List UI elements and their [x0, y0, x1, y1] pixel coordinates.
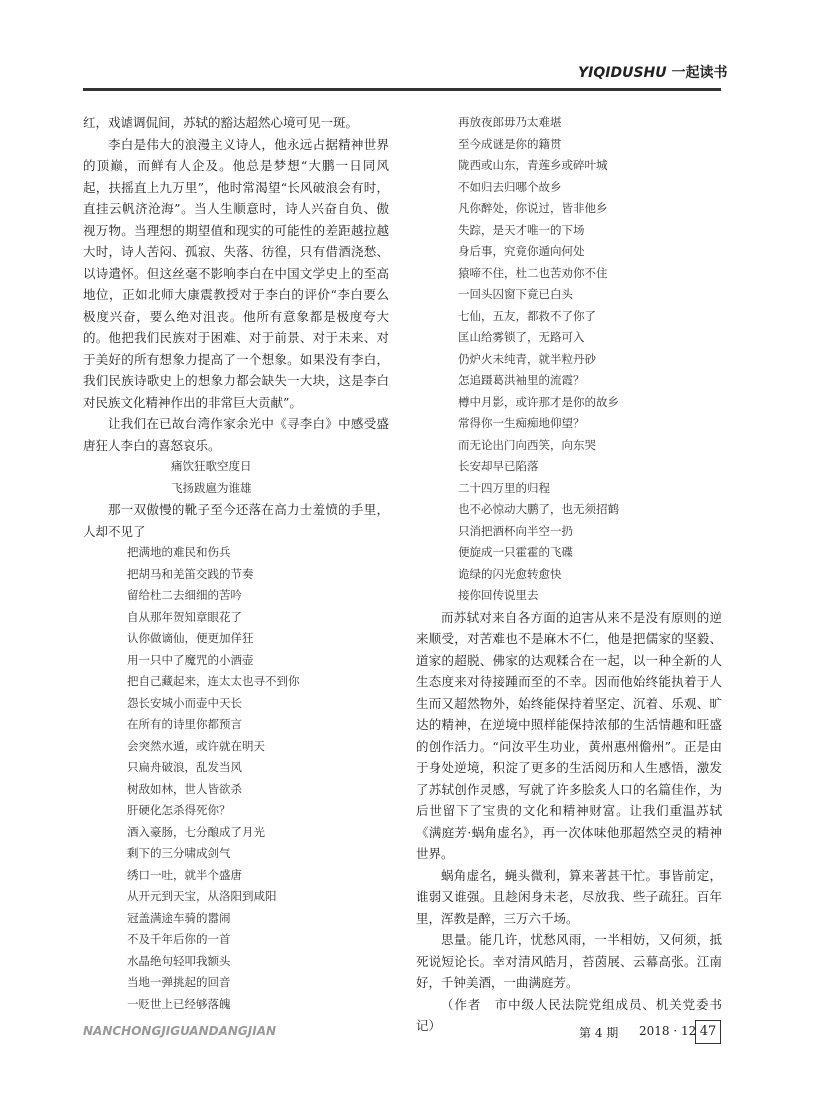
paragraph: 蜗角虚名，蝇头微利，算来著甚干忙。事皆前定，谁弱又谁强。且趁闲身未老，尽放我、些子疏狂。百年里，浑教是醉，三万六千场。 — [416, 867, 722, 926]
verse-line: 酒入豪肠，七分酿成了月光 — [127, 824, 265, 839]
verse-line: 树敌如林，世人皆欲杀 — [127, 781, 242, 796]
verse-line: 自从那年贺知章眼花了 — [127, 609, 242, 624]
verse-line: 凡你醉处，你说过，皆非他乡 — [458, 201, 608, 215]
paragraph: 思量。能几许，忧愁风雨，一半相妨，又何须，抵死说短论长。幸对清风皓月，苔茵展、云幕高张。江南好，千钟美酒，一曲满庭芳。 — [416, 932, 722, 990]
verse-line: 至今成谜是你的籍贯 — [458, 136, 562, 151]
verse-line: 怨长安城小而壶中天长 — [127, 695, 242, 710]
verse-line: 冠盖满途车骑的嚣闹 — [127, 910, 231, 925]
paragraph: 红，戏谑调侃间，苏轼的豁达超然心境可见一斑。 — [83, 115, 359, 130]
verse-line: 七仙，五友，都救不了你了 — [458, 308, 596, 323]
verse-line: 而无论出门向西笑，向东哭 — [458, 437, 596, 452]
page-header — [578, 62, 758, 84]
verse-line: 常得你一生痴痴地仰望？ — [458, 416, 585, 430]
verse-line: 再放夜郎毋乃太难堪 — [458, 115, 562, 129]
right-column — [416, 112, 722, 1037]
verse-line: 只扁舟破浪，乱发当风 — [127, 760, 242, 774]
verse-line: 只消把酒杯向半空一扔 — [458, 523, 573, 538]
paragraph: 李白是伟大的浪漫主义诗人，他永远占据精神世界的顶巅，而鲜有人企及。他总是梦想“大鹏一日同风起，扶摇直上九万里”，他时常渴望“长风破浪会有时，直挂云帆济沧海”。当人生顺意时，诗人兴奋自负、傲视万物。当理想的期望值和现实的可能性的差距越拉越大时，诗人苦闷、孤寂、失落、彷徨，只有借酒浇愁、以诗遣怀。但这丝毫不影响李白在中国文学史上的至高地位，正如北师大康震教授对于李白的评价“李白要么极度兴奋，要么绝对沮丧。他所有意象都是极度夸大的。他把我们民族对于困难、对于前景、对于未来、对于美好的所有想象力提高了一个想象。如果没有李白，我们民族诗歌史上的想象力都会缺失一大块，这是李白对民族文化精神作出的非常巨大贡献”。 — [83, 136, 389, 410]
verse-line: 不及千年后你的一首 — [127, 932, 231, 946]
paragraph: 那一双傲慢的靴子至今还落在高力士羞愤的手里，人却不见了 — [83, 502, 389, 539]
verse-line: 剩下的三分啸成剑气 — [127, 846, 231, 860]
verse-line: 失踪，是天才唯一的下场 — [458, 222, 585, 237]
author-note: （作者 市中级人民法院党组成员、机关党委书记） — [416, 996, 722, 1033]
verse-line: 怎追蹑葛洪袖里的流霞？ — [458, 373, 585, 387]
paragraph: 让我们在已故台湾作家余光中《寻李白》中感受盛唐狂人李白的喜怒哀乐。 — [83, 416, 389, 453]
poem-verses-left — [83, 542, 389, 1015]
verse-line: 绣口一吐，就半个盛唐 — [127, 867, 242, 882]
verse-line: 也不必惊动大鹏了，也无须招鹤 — [458, 502, 619, 516]
verse-line: 肝硬化怎杀得死你？ — [127, 803, 231, 817]
verse-line: 把满地的难民和伤兵 — [127, 545, 231, 559]
issue-date: 2018 · 12 — [639, 1024, 697, 1038]
verse-line: 认你做谪仙，便更加佯狂 — [127, 631, 254, 645]
verse-line: 当地一弹挑起的回音 — [127, 975, 231, 989]
verse-line: 仍炉火未纯青，就半粒丹砂 — [458, 351, 596, 366]
verse-line: 在所有的诗里你都预言 — [127, 717, 242, 731]
verse-line: 长安却早已陷落 — [458, 459, 539, 473]
poem-head-line: 飞扬跋扈为谁雄 — [171, 480, 252, 495]
verse-line: 把胡马和羌笛交践的节奏 — [127, 566, 254, 581]
verse-line: 一贬世上已经够落魄 — [127, 996, 231, 1011]
verse-line: 身后事，究竟你遁向何处 — [458, 244, 585, 258]
verse-line: 匡山给雾锁了，无路可入 — [458, 330, 585, 344]
verse-line: 会突然水遁，或许就在明天 — [127, 738, 265, 753]
verse-line: 便旋成一只霍霍的飞碟 — [458, 545, 573, 559]
poem-verses-right — [416, 112, 722, 607]
verse-line: 二十四万里的归程 — [458, 480, 550, 495]
verse-line: 陇西或山东，青莲乡或碎叶城 — [458, 158, 608, 172]
verse-line: 一回头囚窗下竟已白头 — [458, 287, 573, 301]
journal-name: NANCHONGJIGUANDANGJIAN — [83, 1024, 277, 1038]
page-footer — [83, 1020, 721, 1046]
poem-head-line: 痛饮狂歌空度日 — [171, 459, 252, 473]
left-column — [83, 112, 389, 1015]
header-chinese: 一起读书 — [671, 65, 728, 81]
verse-line: 留给杜二去细细的苦吟 — [127, 588, 242, 602]
header-english: YIQIDUSHU — [578, 65, 667, 81]
verse-line: 把自己藏起来，连太太也寻不到你 — [127, 674, 300, 688]
page-number: 47 — [695, 1020, 721, 1044]
verse-line: 水晶绝句轻叩我额头 — [127, 953, 231, 968]
issue-number: 第 4 期 — [579, 1026, 619, 1040]
header-rule — [83, 88, 721, 91]
verse-line: 不如归去归哪个故乡 — [458, 179, 562, 194]
verse-line: 猿啼不住，杜二也苦劝你不住 — [458, 265, 608, 280]
paragraph: 而苏轼对来自各方面的迫害从来不是没有原则的逆来顺受，对苦难也不是麻木不仁，他是把儒家的坚毅、道家的超脱、佛家的达观糅合在一起，以一种全新的人生态度来对待接踵而至的不幸。因而他始终能执着于人生而又超然物外，始终能保持着坚定、沉着、乐观、旷达的精神，在逆境中照样能保持浓郁的生活情趣和旺盛的创作活力。“问汝平生功业，黄州惠州儋州”。正是由于身处逆境，积淀了更多的生活阅历和人生感悟，激发了苏轼创作灵感，写就了许多脍炙人口的名篇佳作，为后世留下了宝贵的文化和精神财富。让我们重温苏轼《满庭芳·蜗角虚名》，再一次体味他那超然空灵的精神世界。 — [416, 609, 722, 861]
verse-line: 接你回传说里去 — [458, 588, 539, 602]
verse-line: 诡绿的闪光愈转愈快 — [458, 566, 562, 581]
verse-line: 从开元到天宝，从洛阳到咸阳 — [127, 889, 277, 903]
verse-line: 用一只中了魔咒的小酒壶 — [127, 652, 254, 667]
verse-line: 樽中月影，或许那才是你的故乡 — [458, 394, 619, 409]
